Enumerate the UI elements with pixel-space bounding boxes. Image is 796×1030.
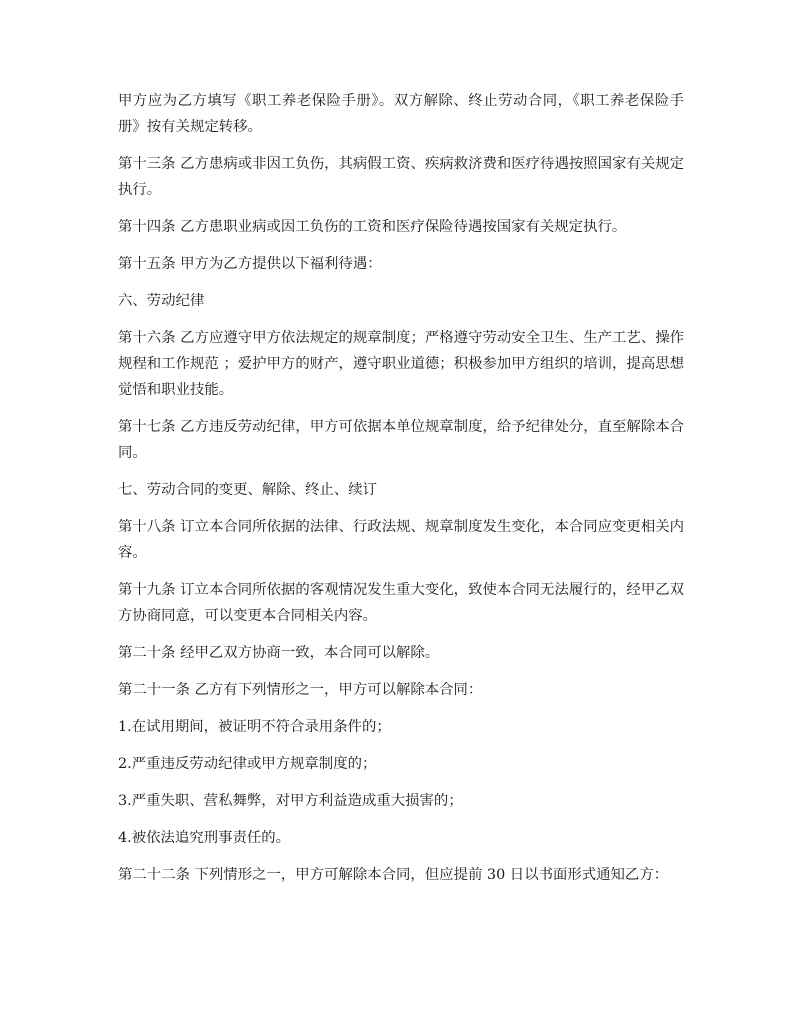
paragraph-pension-handbook: 甲方应为乙方填写《职工养老保险手册》。双方解除、终止劳动合同，《职工养老保险手册》按有关规定转移。: [118, 93, 684, 135]
section-heading-labor-discipline: 六、劳动纪律: [118, 293, 205, 309]
paragraph-article-19: 第十九条 订立本合同所依据的客观情况发生重大变化，致使本合同无法履行的，经甲乙双方协商同意，可以变更本合同相关内容。: [118, 582, 684, 624]
paragraph-article-18: 第十八条 订立本合同所依据的法律、行政法规、规章制度发生变化，本合同应变更相关内容。: [118, 519, 684, 561]
paragraph-article-20: 第二十条 经甲乙双方协商一致，本合同可以解除。: [118, 645, 440, 661]
list-item-dereliction: 3.严重失职、营私舞弊，对甲方利益造成重大损害的；: [118, 793, 463, 809]
paragraph-article-13: 第十三条 乙方患病或非因工负伤，其病假工资、疾病救济费和医疗待遇按照国家有关规定执行。: [118, 156, 684, 198]
list-item-discipline-violation: 2.严重违反劳动纪律或甲方规章制度的；: [118, 756, 377, 772]
paragraph-article-22: 第二十二条 下列情形之一，甲方可解除本合同，但应提前 30 日以书面形式通知乙方：: [118, 867, 669, 883]
section-heading-contract-changes: 七、劳动合同的变更、解除、终止、续订: [118, 482, 378, 498]
paragraph-article-21: 第二十一条 乙方有下列情形之一，甲方可以解除本合同：: [118, 682, 483, 698]
paragraph-article-15: 第十五条 甲方为乙方提供以下福利待遇：: [118, 256, 382, 272]
list-item-probation: 1.在试用期间，被证明不符合录用条件的；: [118, 719, 391, 735]
paragraph-article-14: 第十四条 乙方患职业病或因工负伤的工资和医疗保险待遇按国家有关规定执行。: [118, 219, 627, 235]
list-item-criminal-liability: 4.被依法追究刑事责任的。: [118, 830, 291, 846]
document-page: [118, 88, 684, 899]
paragraph-article-17: 第十七条 乙方违反劳动纪律，甲方可依据本单位规章制度，给予纪律处分，直至解除本合同。: [118, 419, 684, 461]
paragraph-article-16: 第十六条 乙方应遵守甲方依法规定的规章制度；严格遵守劳动安全卫生、生产工艺、操作规程和工作规范 ；爱护甲方的财产，遵守职业道德；积极参加甲方组织的培训，提高思想觉悟和职业技能。: [118, 330, 684, 398]
